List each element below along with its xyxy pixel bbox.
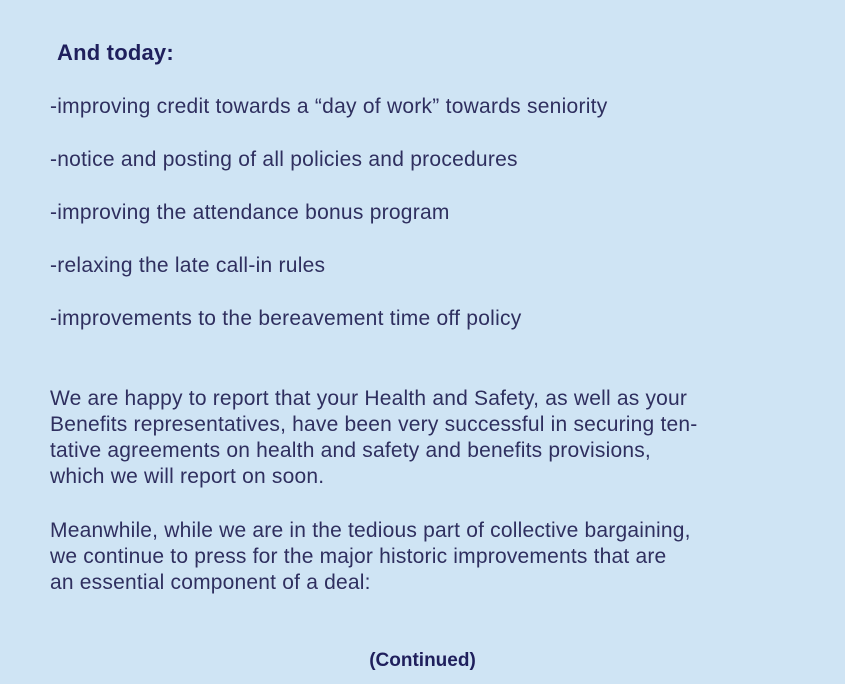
bullet-item: -improving credit towards a “day of work” towards seniority [50,95,608,118]
paragraph-line: Meanwhile, while we are in the tedious part of collective bargaining, [50,519,691,542]
bullet-item: -notice and posting of all policies and procedures [50,148,518,171]
continued-label: (Continued) [369,650,476,671]
paragraph-meanwhile [50,518,810,596]
paragraph-line: we continue to press for the major historic improvements that are [50,545,667,568]
paragraph-line: which we will report on soon. [50,465,325,488]
bullet-item: -improving the attendance bonus program [50,201,450,224]
section-heading: And today: [57,40,174,65]
bullet-item: -improvements to the bereavement time off policy [50,307,522,330]
paragraph-report [50,386,810,490]
paragraph-line: tative agreements on health and safety and benefits provisions, [50,439,651,462]
bullet-item: -relaxing the late call-in rules [50,254,326,277]
paragraph-line: We are happy to report that your Health and Safety, as well as your [50,387,688,410]
paragraph-line: Benefits representatives, have been very successful in securing ten- [50,413,698,436]
paragraph-line: an essential component of a deal: [50,571,371,594]
